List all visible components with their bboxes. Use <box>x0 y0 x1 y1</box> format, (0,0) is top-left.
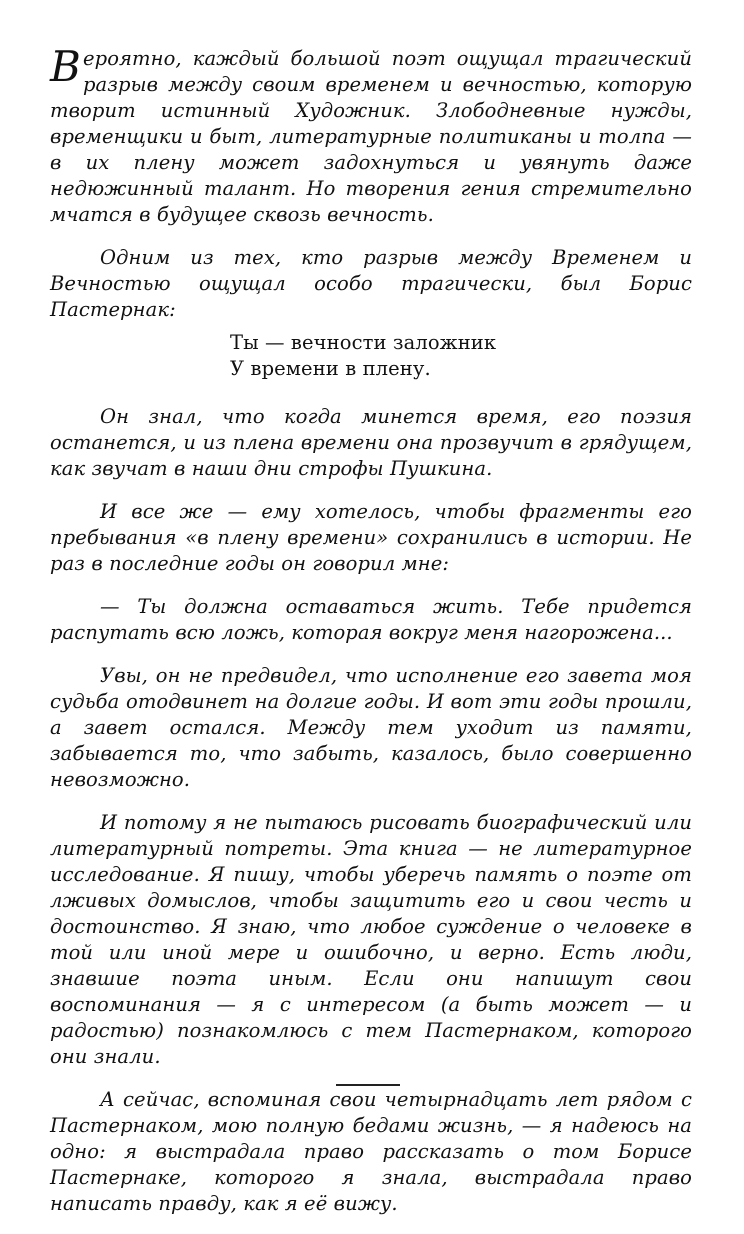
paragraph-1 <box>50 42 692 228</box>
paragraph-6: Увы, он не предвидел, что исполнение его завета моя судьба отодвинет на долгие годы. И вот эти годы прошли, а завет остался. Между тем уходит из памяти, забывается то, что забыть, казалось, было совершенно невозможно. <box>50 664 692 791</box>
drop-cap: В <box>50 42 81 91</box>
verse-line-1: Ты — вечности заложник <box>230 331 497 354</box>
page-text <box>50 42 692 1234</box>
paragraph-1-text: ероятно, каждый большой поэт ощущал трагический разрыв между своим временем и вечностью, которую творит истинный Художник. Злободневные нужды, временщики и быт, литературные политиканы и толпа — в их плену может задохнуться и увянуть даже недюжинный талант. Но творения гения стремительно мчатся в будущее сквозь вечность. <box>50 47 692 226</box>
paragraph-3: Он знал, что когда минется время, его поэзия останется, и из плена времени она прозвучит в грядущем, как звучат в наши дни строфы Пушкина. <box>50 405 692 480</box>
paragraph-4: И все же — ему хотелось, чтобы фрагменты его пребывания «в плену времени» сохранились в истории. Не раз в последние годы он говорил мне: <box>50 500 692 575</box>
paragraph-8: А сейчас, вспоминая свои четырнадцать лет рядом с Пастернаком, мою полную бедами жизнь, — я надеюсь на одно: я выстрадала право рассказать о том Борисе Пастернаке, которого я знала, выстрадала право написать правду, как я её вижу. <box>50 1088 692 1215</box>
verse-line-2: У времени в плену. <box>230 357 431 380</box>
paragraph-5: — Ты должна оставаться жить. Тебе придется распутать всю ложь, которая вокруг меня нагорожена... <box>50 595 692 644</box>
paragraph-7: И потому я не пытаюсь рисовать биографический или литературный потреты. Эта книга — не литературное исследование. Я пишу, чтобы уберечь память о поэте от лживых домыслов, чтобы защитить его и свои честь и достоинство. Я знаю, что любое суждение о человеке в той или иной мере и ошибочно, и верно. Есть люди, знавшие поэта иным. Если они напишут свои воспоминания — я с интересом (а быть может — и радостью) познакомлюсь с тем Пастернаком, которого они знали. <box>50 811 692 1068</box>
verse-quote <box>230 330 692 382</box>
paragraph-2: Одним из тех, кто разрыв между Временем и Вечностью ощущал особо трагически, был Борис Пастернак: <box>50 246 692 321</box>
end-rule-divider <box>336 1084 400 1086</box>
